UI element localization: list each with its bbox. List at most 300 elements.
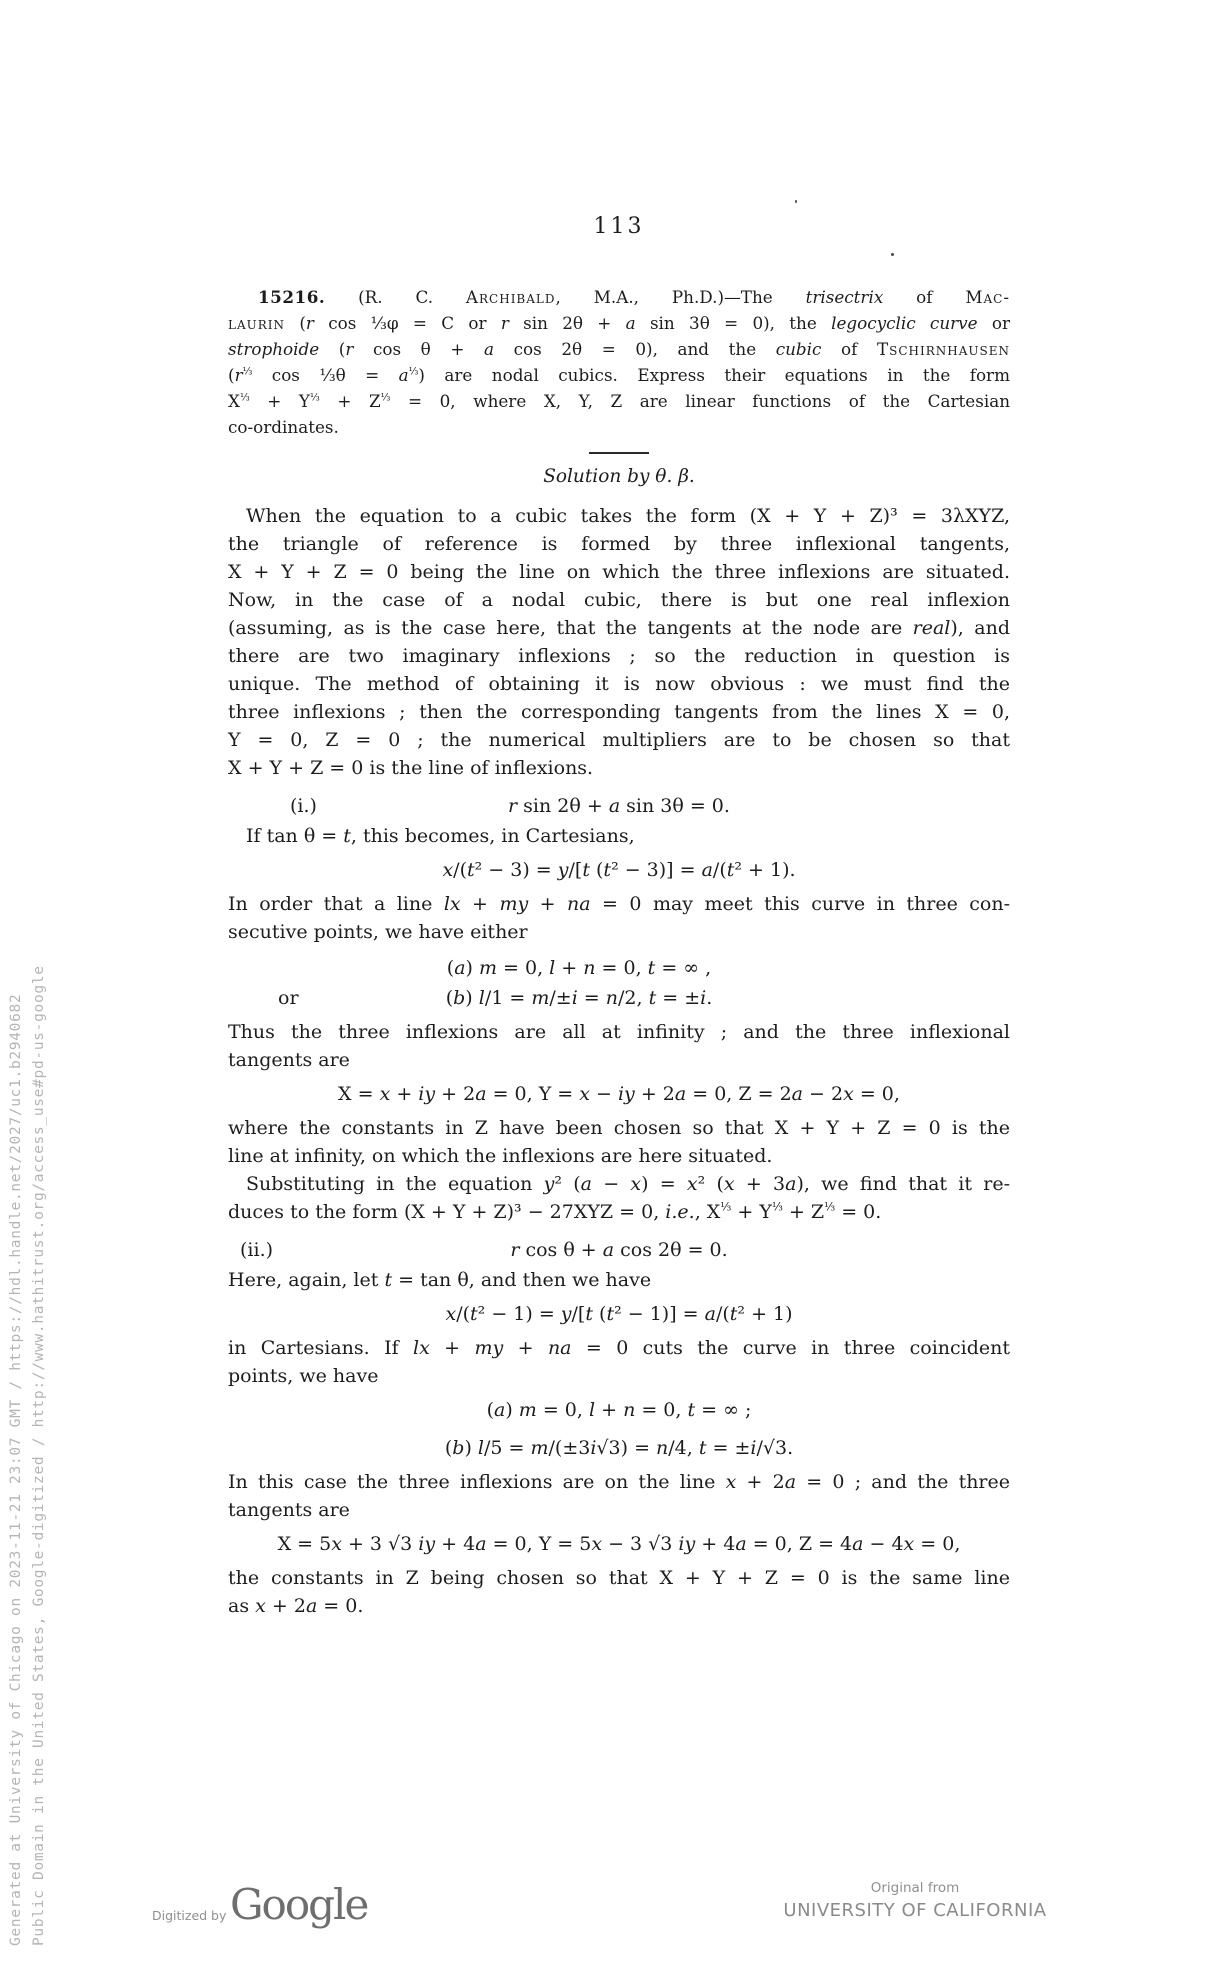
- text-run: x: [379, 1083, 391, 1105]
- text-run: real: [912, 617, 951, 639]
- text-run: = 0,: [853, 1083, 900, 1105]
- text-run: = 0,: [595, 957, 648, 979]
- solution-line: [228, 558, 1010, 586]
- text-run: Now, in the case of a nodal cubic, there is but one real inflexion: [228, 589, 1010, 611]
- solution-line: [228, 698, 1010, 726]
- text-run: m: [530, 1437, 549, 1459]
- text-line: [228, 1142, 1010, 1170]
- text-run: + 3: [734, 1173, 786, 1195]
- text-run: ⅓: [771, 1199, 783, 1214]
- text-run: X: [228, 391, 240, 411]
- text-run: Thus the three inflexions are all at infinity ; and the three inflexional: [228, 1021, 1010, 1043]
- text-run: ⅓: [239, 392, 250, 404]
- text-run: ² − 1)] =: [614, 1303, 705, 1325]
- text-run: t: [582, 859, 590, 881]
- text-run: t: [470, 1303, 478, 1325]
- text-run: sin 3θ = 0.: [620, 795, 730, 817]
- text-run: (: [445, 987, 454, 1009]
- text-run: /2,: [618, 987, 649, 1009]
- text-run: x: [843, 1083, 854, 1105]
- text-run: In this case the three inflexions are on the line: [228, 1471, 726, 1493]
- text-run: t: [343, 825, 351, 847]
- text-run: t: [726, 859, 735, 881]
- text-run: + 2: [265, 1595, 306, 1617]
- institution-label: UNIVERSITY OF CALIFORNIA: [783, 1900, 1047, 1921]
- text-run: b: [453, 987, 466, 1009]
- text-run: in Cartesians. If: [228, 1337, 413, 1359]
- text-run: +: [460, 893, 500, 915]
- text-run: a: [701, 859, 713, 881]
- text-run: + 4: [435, 1533, 476, 1555]
- text-run: cos θ +: [519, 1239, 603, 1261]
- text-run: iy: [678, 1533, 696, 1555]
- text-run: (: [589, 859, 604, 881]
- text-run: (assuming, as is the case here, that the tangents at the node are: [228, 617, 913, 639]
- text-run: l: [477, 1437, 484, 1459]
- text-run: there are two imaginary inflexions ; so the reduction in question is: [228, 645, 1010, 667]
- text-line: [228, 1468, 1010, 1496]
- text-run: a: [791, 1083, 803, 1105]
- sidebar-generated-watermark: Generated at University of Chicago on 2023-11-21 23:07 GMT / https://hdl.handle.net/2027/uc1.b2940682: [8, 993, 24, 1946]
- text-run: a: [625, 313, 636, 333]
- text-run: = 0, Z = 2: [686, 1083, 792, 1105]
- text-run: cos θ +: [353, 339, 485, 359]
- text-run: X + Y + Z = 0 being the line on which the three inflexions are situated.: [228, 561, 1010, 583]
- solution-line: [228, 586, 1010, 614]
- text-run: ² − 3)] =: [611, 859, 702, 881]
- equation-case-a-2: [228, 1396, 1010, 1424]
- text-run: a: [398, 365, 409, 385]
- scan-speck: [795, 200, 797, 203]
- text-run: /4,: [668, 1437, 699, 1459]
- text-run: na: [547, 1337, 572, 1359]
- text-run: (R. C.: [325, 287, 466, 307]
- page-number: 113: [593, 214, 645, 239]
- text-run: ² + 1).: [734, 859, 796, 881]
- equation-cartesian-2: [228, 1300, 1010, 1328]
- text-run: ⅓: [720, 1199, 732, 1214]
- text-run: = 0 ; and the three: [796, 1471, 1011, 1493]
- text-run: a: [475, 1083, 487, 1105]
- text-run: X = 5: [277, 1533, 332, 1555]
- text-run: l: [478, 987, 485, 1009]
- text-run: y: [560, 1303, 572, 1325]
- text-run: In order that a line: [228, 893, 444, 915]
- text-run: b: [452, 1437, 465, 1459]
- text-run: −: [591, 1173, 631, 1195]
- text-run: /(: [715, 1303, 730, 1325]
- equation-cartesian-1: [228, 856, 1010, 884]
- text-run: duces to the form (X + Y + Z)³ − 27XYZ = 0,: [228, 1201, 666, 1223]
- solution-line: [228, 670, 1010, 698]
- text-run: Y = 0, Z = 0 ; the numerical multipliers are to be chosen so that: [228, 729, 1010, 751]
- text-run: sin 2θ +: [517, 795, 609, 817]
- text-run: +: [390, 1083, 419, 1105]
- text-run: my: [474, 1337, 504, 1359]
- equation-case-b-2: [228, 1434, 1010, 1462]
- text-run: X =: [338, 1083, 380, 1105]
- text-run: = 0,: [635, 1399, 688, 1421]
- original-from-label: Original from: [870, 1880, 960, 1896]
- text-run: ⅓: [824, 1199, 836, 1214]
- text-run: laurin: [228, 313, 286, 333]
- text-run: .: [706, 987, 713, 1009]
- text-run: x: [442, 859, 454, 881]
- text-run: /[: [571, 1303, 586, 1325]
- problem-line: [228, 284, 1010, 310]
- text-run: the triangle of reference is formed by three inflexional tangents,: [228, 533, 1010, 555]
- text-run: (: [319, 339, 346, 359]
- text-run: + 2: [435, 1083, 476, 1105]
- text-run: = 0, Y = 5: [486, 1533, 592, 1555]
- text-run: y: [543, 1173, 555, 1195]
- text-line: [228, 890, 1010, 918]
- text-run: of: [821, 339, 877, 359]
- text-run: /(±3: [548, 1437, 591, 1459]
- text-run: a: [484, 339, 495, 359]
- text-run: a: [454, 957, 466, 979]
- text-run: lx: [413, 1337, 430, 1359]
- text-run: the constants in Z being chosen so that X + Y + Z = 0 is the same line: [228, 1567, 1010, 1589]
- text-run: i: [590, 1437, 597, 1459]
- text-run: a: [494, 1399, 506, 1421]
- text-run: r: [234, 365, 243, 385]
- text-run: a: [602, 1239, 615, 1261]
- text-run: a: [704, 1303, 716, 1325]
- text-run: line at infinity, on which the inflexions are here situated.: [228, 1145, 773, 1167]
- text-run: ) =: [641, 1173, 687, 1195]
- text-line: [228, 1334, 1010, 1362]
- equation-case-a-1: [188, 954, 970, 982]
- text-run: a: [305, 1595, 318, 1617]
- text-run: ² + 1): [737, 1303, 793, 1325]
- text-run: ), we find that it re-: [796, 1173, 1011, 1195]
- text-run: /(: [453, 859, 467, 881]
- text-run: t: [687, 1399, 696, 1421]
- text-run: unique. The method of obtaining it is now obvious : we must find the: [228, 673, 1010, 695]
- text-run: tangents are: [228, 1499, 350, 1521]
- scan-speck: [891, 253, 894, 256]
- text-run: cubic: [775, 339, 822, 359]
- equation-ii-row: [228, 1236, 1010, 1264]
- text-run: cos 2θ = 0.: [614, 1239, 728, 1261]
- text-run: (: [446, 957, 455, 979]
- text-run: = 0.: [835, 1201, 882, 1223]
- text-run: where the constants in Z have been chosen so that X + Y + Z = 0 is the: [228, 1117, 1010, 1139]
- text-run: +: [528, 893, 568, 915]
- solution-line: [228, 642, 1010, 670]
- text-run: = 0, Y =: [486, 1083, 580, 1105]
- text-run: m: [531, 987, 550, 1009]
- text-run: = 0 may meet this curve in three con-: [590, 893, 1011, 915]
- text-run: Substituting in the equation: [246, 1173, 544, 1195]
- problem-statement: [228, 284, 1010, 440]
- text-run: +: [555, 957, 584, 979]
- text-run: + Z: [782, 1201, 825, 1223]
- solution-paragraph: [228, 502, 1010, 782]
- text-run: ): [465, 957, 479, 979]
- text-run: =: [577, 987, 606, 1009]
- equation-i-row: [228, 792, 1010, 820]
- text-run: , this becomes, in Cartesians,: [350, 825, 635, 847]
- text-run: trisectrix: [805, 287, 884, 307]
- text-run: sin 3θ = 0), the: [635, 313, 832, 333]
- text-run: x: [725, 1471, 737, 1493]
- text-run: n: [583, 957, 596, 979]
- text-run: n: [623, 1399, 636, 1421]
- text-run: = 0, Z = 4: [746, 1533, 853, 1555]
- text-run: = 0,: [914, 1533, 961, 1555]
- solution-line: [228, 502, 1010, 530]
- text-run: t: [384, 1269, 393, 1291]
- text-run: ): [465, 987, 479, 1009]
- equation-i-label: (i.): [290, 795, 317, 817]
- text-run: cos ⅓φ = C or: [313, 313, 501, 333]
- text-run: x: [255, 1595, 266, 1617]
- text-run: three inflexions ; then the corresponding tangents from the lines X = 0,: [228, 701, 1010, 723]
- problem-line: [228, 336, 1010, 362]
- text-run: + Z: [319, 391, 381, 411]
- text-run: co-ordinates.: [228, 417, 339, 437]
- text-run: l: [549, 957, 556, 979]
- text-run: m: [518, 1399, 537, 1421]
- text-line: [228, 1018, 1010, 1046]
- text-run: = 0,: [497, 957, 550, 979]
- text-run: ) are nodal cubics. Express their equations in the form: [418, 365, 1010, 385]
- equation-ii-label: (ii.): [240, 1239, 274, 1261]
- footer-attribution: [765, 1880, 1065, 1921]
- text-run: = tan θ, and then we have: [392, 1269, 652, 1291]
- text-run: /[: [568, 859, 583, 881]
- problem-line: [228, 414, 1010, 440]
- text-run: of: [883, 287, 966, 307]
- text-line: [228, 1564, 1010, 1592]
- text-run: = 0 cuts the curve in three coincident: [571, 1337, 1011, 1359]
- text-run: ⅓: [380, 392, 391, 404]
- text-run: When the equation to a cubic takes the form (X + Y + Z)³ = 3λXYZ,: [246, 505, 1010, 527]
- equation-ii-formula: [510, 1239, 727, 1261]
- text-run: Here, again, let: [228, 1269, 385, 1291]
- equation-case-b-1-row: [228, 984, 1010, 1012]
- text-run: (: [444, 1437, 453, 1459]
- text-run: m: [478, 957, 497, 979]
- equation-tangents-2: [228, 1530, 1010, 1558]
- text-run: sin 2θ +: [508, 313, 626, 333]
- text-run: x: [445, 1303, 457, 1325]
- text-run: + 2: [736, 1471, 785, 1493]
- text-run: t: [648, 987, 657, 1009]
- text-run: +: [595, 1399, 624, 1421]
- text-run: (: [228, 365, 235, 385]
- text-run: cos 2θ = 0), and the: [494, 339, 776, 359]
- text-run: r: [508, 795, 518, 817]
- text-run: a: [580, 1173, 592, 1195]
- divider-rule: [589, 452, 649, 454]
- text-line: [228, 1362, 1010, 1390]
- text-line: [228, 1266, 1010, 1294]
- text-run: = ±: [706, 1437, 751, 1459]
- text-run: /√3.: [756, 1437, 794, 1459]
- text-line: [228, 1170, 1010, 1198]
- text-run: i: [571, 987, 578, 1009]
- text-run: Tschirnhausen: [876, 339, 1010, 359]
- text-run: X + Y + Z = 0 is the line of inflexions.: [228, 757, 594, 779]
- text-run: ): [464, 1437, 478, 1459]
- text-run: i: [750, 1437, 757, 1459]
- text-run: iy: [617, 1083, 635, 1105]
- text-run: If tan θ =: [246, 825, 344, 847]
- text-run: t: [698, 1437, 707, 1459]
- problem-line: [228, 388, 1010, 414]
- text-run: + 3 √3: [341, 1533, 419, 1555]
- solution-line: [228, 614, 1010, 642]
- text-run: /(: [712, 859, 727, 881]
- text-run: r: [510, 1239, 520, 1261]
- text-run: − 2: [803, 1083, 844, 1105]
- text-run: t: [585, 1303, 593, 1325]
- text-run: = ∞ ;: [695, 1399, 752, 1421]
- text-run: /±: [549, 987, 572, 1009]
- text-run: t: [647, 957, 656, 979]
- text-run: +: [503, 1337, 548, 1359]
- solution-line: [228, 530, 1010, 558]
- text-run: x: [903, 1533, 915, 1555]
- text-line: [228, 1046, 1010, 1074]
- text-line: [228, 1496, 1010, 1524]
- text-run: n: [605, 987, 619, 1009]
- text-run: + Y: [731, 1201, 772, 1223]
- text-run: = 0,: [536, 1399, 589, 1421]
- equation-i-formula: [508, 795, 730, 817]
- text-run: or: [977, 313, 1010, 333]
- text-run: (: [486, 1399, 494, 1421]
- solution-line: [228, 754, 1010, 782]
- digitized-by-label: Digitized by: [152, 1908, 227, 1923]
- text-run: ² − 1) =: [477, 1303, 561, 1325]
- text-run: a: [785, 1173, 797, 1195]
- text-run: t: [603, 859, 612, 881]
- text-run: − 4: [863, 1533, 904, 1555]
- text-run: a: [852, 1533, 864, 1555]
- or-label: or: [278, 987, 299, 1009]
- text-run: ² (: [554, 1173, 581, 1195]
- text-run: a: [735, 1533, 747, 1555]
- text-run: lx: [443, 893, 461, 915]
- text-line: [228, 918, 1010, 946]
- text-run: /(: [456, 1303, 471, 1325]
- text-run: as: [228, 1595, 256, 1617]
- text-run: legocyclic curve: [831, 313, 978, 333]
- equation-case-b-1: [446, 984, 713, 1012]
- text-run: , X: [694, 1201, 721, 1223]
- text-run: Archibald: [465, 287, 556, 307]
- text-run: , M.A., Ph.D.)—The: [555, 287, 806, 307]
- text-run: a: [784, 1471, 797, 1493]
- text-run: x: [579, 1083, 590, 1105]
- text-line: [228, 822, 1010, 850]
- text-run: iy: [418, 1533, 436, 1555]
- text-run: ⅓: [408, 366, 419, 378]
- text-run: strophoide: [228, 339, 320, 359]
- text-run: ): [505, 1399, 519, 1421]
- text-run: ), and: [950, 617, 1010, 639]
- text-run: = 0.: [317, 1595, 364, 1617]
- solution-line: [228, 726, 1010, 754]
- sidebar-publicdomain-watermark: Public Domain in the United States, Google-digitized / http://www.hathitrust.org/access_use#pd-us-google: [31, 965, 47, 1946]
- text-run: x: [686, 1173, 698, 1195]
- text-run: x: [591, 1533, 603, 1555]
- text-run: √3) =: [596, 1437, 657, 1459]
- text-run: na: [567, 893, 591, 915]
- text-run: −: [589, 1083, 618, 1105]
- text-run: Mac-: [965, 287, 1011, 307]
- text-run: i: [700, 987, 707, 1009]
- text-run: r: [345, 339, 354, 359]
- text-run: x: [630, 1173, 642, 1195]
- text-run: y: [557, 859, 569, 881]
- text-run: t: [606, 1303, 615, 1325]
- google-logo: Google: [230, 1880, 368, 1929]
- text-run: x: [331, 1533, 342, 1555]
- text-run: − 3 √3: [602, 1533, 679, 1555]
- text-run: tangents are: [228, 1049, 350, 1071]
- problem-line: [228, 362, 1010, 388]
- text-run: cos ⅓θ =: [252, 365, 399, 385]
- text-run: a: [475, 1533, 487, 1555]
- text-run: r: [305, 313, 314, 333]
- solution-heading: [228, 464, 1010, 490]
- text-line: [228, 1198, 1010, 1226]
- text-run: t: [729, 1303, 738, 1325]
- text-line: [228, 1592, 1010, 1620]
- text-run: Solution by θ. β.: [543, 466, 695, 487]
- scanned-page-column: [228, 0, 1010, 1620]
- equation-tangents-1: [228, 1080, 1010, 1108]
- text-run: 15216.: [258, 287, 326, 307]
- text-run: + 4: [695, 1533, 736, 1555]
- text-run: my: [499, 893, 529, 915]
- text-run: + 2: [634, 1083, 675, 1105]
- text-run: a: [674, 1083, 687, 1105]
- text-run: n: [656, 1437, 669, 1459]
- text-line: [228, 1114, 1010, 1142]
- text-run: secutive points, we have either: [228, 921, 528, 943]
- text-run: l: [588, 1399, 596, 1421]
- text-run: +: [429, 1337, 475, 1359]
- solution-body: [228, 792, 1010, 1620]
- text-run: + Y: [249, 391, 311, 411]
- text-run: points, we have: [228, 1365, 379, 1387]
- text-run: /1 =: [484, 987, 532, 1009]
- problem-line: [228, 310, 1010, 336]
- text-run: a: [608, 795, 621, 817]
- text-run: ⅓: [310, 392, 320, 404]
- text-run: (: [592, 1303, 607, 1325]
- text-run: r: [500, 313, 509, 333]
- text-run: /5 =: [483, 1437, 531, 1459]
- text-run: i.e.: [665, 1201, 695, 1223]
- text-run: = 0, where X, Y, Z are linear functions of the Cartesian: [390, 391, 1011, 411]
- text-run: x: [723, 1173, 735, 1195]
- text-run: t: [467, 859, 475, 881]
- text-run: iy: [418, 1083, 436, 1105]
- text-run: = ∞ ,: [655, 957, 712, 979]
- text-run: ² (: [697, 1173, 724, 1195]
- text-run: ⅓: [242, 366, 253, 378]
- text-run: = ±: [656, 987, 701, 1009]
- text-run: (: [285, 313, 306, 333]
- text-run: ² − 3) =: [474, 859, 558, 881]
